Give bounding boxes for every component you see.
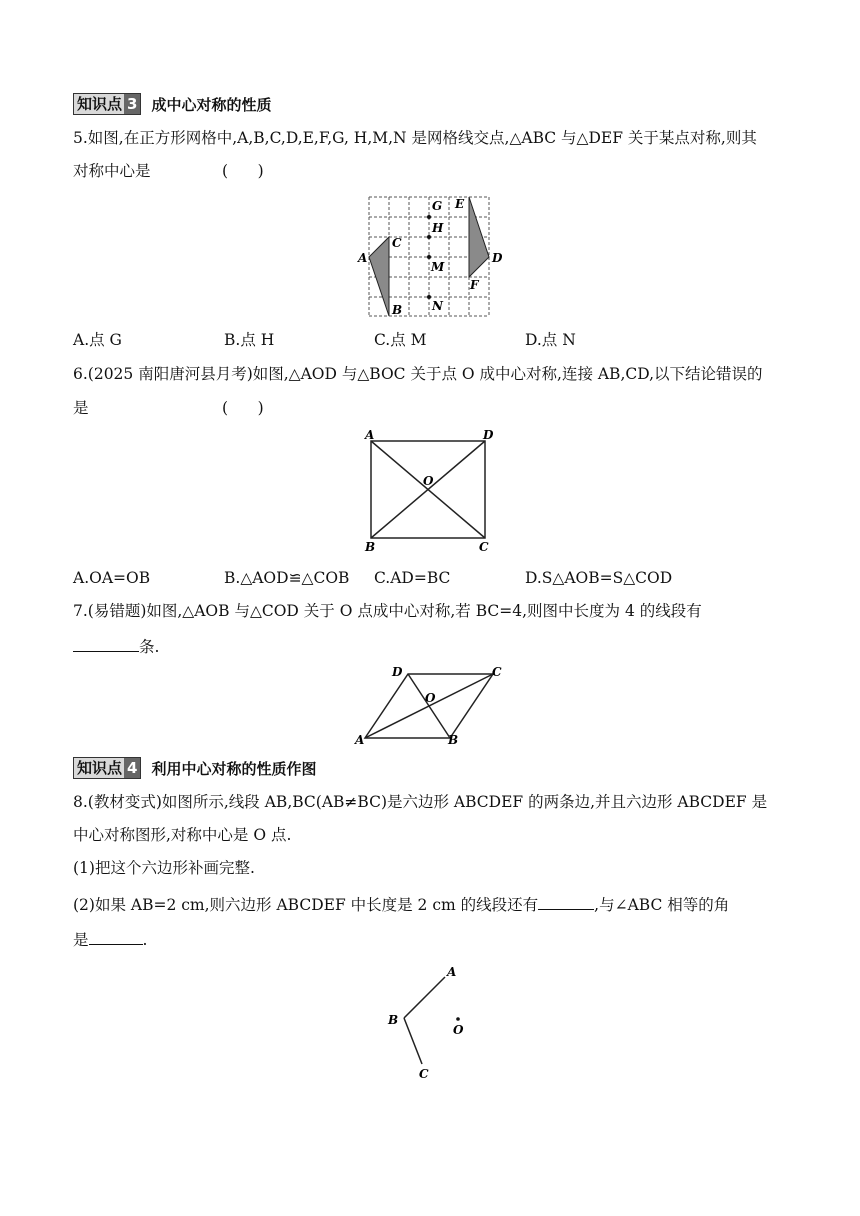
label-c: C bbox=[419, 1067, 429, 1081]
knowledge-point-4-header bbox=[73, 757, 316, 779]
label-o: O bbox=[423, 474, 434, 488]
answer-paren: ( ) bbox=[222, 162, 264, 180]
parallelogram-figure bbox=[350, 660, 510, 748]
q5-option-b[interactable]: B.点 H bbox=[224, 331, 275, 349]
point-g bbox=[427, 215, 431, 219]
label-o: O bbox=[453, 1023, 464, 1037]
badge-number: 4 bbox=[124, 758, 140, 778]
badge-label: 知识点 bbox=[77, 95, 123, 113]
badge-number: 3 bbox=[124, 94, 140, 114]
answer-blank[interactable] bbox=[73, 635, 139, 652]
question-6-text-2: 是 bbox=[73, 399, 89, 417]
question-7-text-2 bbox=[73, 635, 159, 657]
question-8-part-2-line2 bbox=[73, 928, 147, 950]
knowledge-point-title: 成中心对称的性质 bbox=[151, 95, 272, 114]
q5-option-c[interactable]: C.点 M bbox=[374, 331, 427, 349]
label-a: A bbox=[358, 251, 368, 265]
question-5-text-2: 对称中心是 bbox=[73, 162, 151, 180]
label-a: A bbox=[365, 428, 375, 442]
question-8-text-d: . bbox=[142, 931, 148, 949]
question-8-part-1: (1)把这个六边形补画完整. bbox=[73, 859, 255, 877]
segment-bc bbox=[404, 1018, 422, 1064]
knowledge-point-badge bbox=[73, 93, 141, 115]
q6-option-d[interactable]: D.S△AOB=S△COD bbox=[525, 569, 673, 587]
point-n bbox=[427, 295, 431, 299]
question-8-text-2: 中心对称图形,对称中心是 O 点. bbox=[73, 826, 292, 844]
answer-paren: ( ) bbox=[222, 399, 264, 417]
label-m: M bbox=[431, 260, 445, 274]
segment-db bbox=[408, 674, 450, 738]
question-8-part-2-text: (2)如果 AB=2 cm,则六边形 ABCDEF 中长度是 2 cm 的线段还有 bbox=[73, 896, 539, 914]
label-f: F bbox=[470, 278, 479, 292]
badge-label: 知识点 bbox=[77, 759, 123, 777]
rectangle-figure bbox=[355, 425, 505, 557]
label-b: B bbox=[388, 1013, 399, 1027]
knowledge-point-badge bbox=[73, 757, 141, 779]
label-c: C bbox=[392, 236, 402, 250]
label-o: O bbox=[425, 691, 436, 705]
label-d: D bbox=[483, 428, 494, 442]
answer-blank-1[interactable] bbox=[538, 893, 594, 910]
point-h bbox=[427, 235, 431, 239]
label-a: A bbox=[355, 733, 365, 747]
hexagon-sides-figure bbox=[380, 960, 480, 1085]
q5-option-a[interactable]: A.点 G bbox=[73, 331, 122, 349]
question-8-text-c: 是 bbox=[73, 931, 89, 949]
label-e: E bbox=[455, 197, 465, 211]
knowledge-point-3-header bbox=[73, 93, 271, 115]
answer-blank-2[interactable] bbox=[89, 928, 143, 945]
grid-figure bbox=[355, 192, 505, 322]
label-b: B bbox=[365, 540, 376, 554]
label-b: B bbox=[448, 733, 459, 747]
label-c: C bbox=[479, 540, 489, 554]
question-5-text: 5.如图,在正方形网格中,A,B,C,D,E,F,G, H,M,N 是网格线交点,△ABC 与△DEF 关于某点对称,则其 bbox=[73, 129, 757, 147]
label-a: A bbox=[447, 965, 457, 979]
question-8-part-2 bbox=[73, 893, 729, 915]
label-h: H bbox=[432, 221, 444, 235]
question-8-text: 8.(教材变式)如图所示,线段 AB,BC(AB≠BC)是六边形 ABCDEF 的两条边,并且六边形 ABCDEF 是 bbox=[73, 793, 768, 811]
knowledge-point-title: 利用中心对称的性质作图 bbox=[151, 759, 317, 778]
q6-option-a[interactable]: A.OA=OB bbox=[73, 569, 151, 587]
label-d: D bbox=[392, 665, 403, 679]
label-n: N bbox=[432, 299, 443, 313]
question-8-part-2-text-b: ,与∠ABC 相等的角 bbox=[594, 896, 730, 914]
point-o bbox=[456, 1017, 460, 1021]
point-m bbox=[427, 255, 431, 259]
question-6-text: 6.(2025 南阳唐河县月考)如图,△AOD 与△BOC 关于点 O 成中心对称,连接 AB,CD,以下结论错误的 bbox=[73, 365, 763, 383]
label-d: D bbox=[492, 251, 503, 265]
q6-option-b[interactable]: B.△AOD≌△COB bbox=[224, 569, 350, 587]
q6-option-c[interactable]: C.AD=BC bbox=[374, 569, 451, 587]
question-7-suffix: 条. bbox=[139, 638, 160, 656]
q5-option-d[interactable]: D.点 N bbox=[525, 331, 576, 349]
label-g: G bbox=[432, 199, 443, 213]
segment-ab bbox=[404, 977, 445, 1018]
label-c: C bbox=[492, 665, 502, 679]
label-b: B bbox=[392, 303, 403, 317]
question-7-text: 7.(易错题)如图,△AOB 与△COD 关于 O 点成中心对称,若 BC=4,则图中长度为 4 的线段有 bbox=[73, 602, 702, 620]
